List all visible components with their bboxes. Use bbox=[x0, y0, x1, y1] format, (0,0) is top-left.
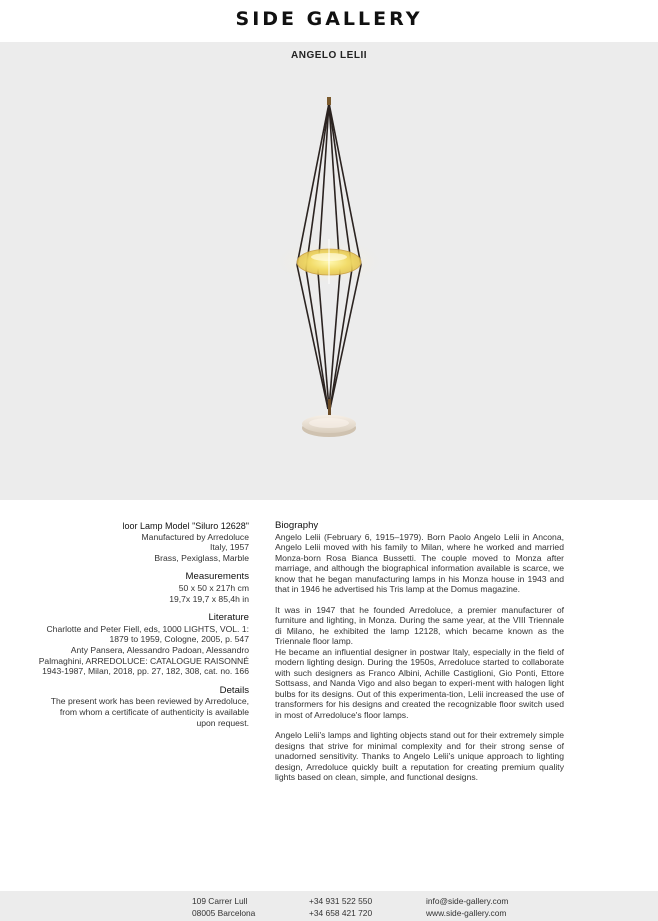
origin: Italy, 1957 bbox=[209, 542, 249, 553]
literature-line: Anty Pansera, Alessandro Padoan, Alessandro bbox=[70, 644, 249, 655]
phone-primary[interactable]: +34 931 522 550 bbox=[309, 896, 373, 906]
footer-phones bbox=[309, 896, 372, 919]
address-city: 08005 Barcelona bbox=[192, 907, 256, 918]
literature-line: Charlotte and Peter Fiell, eds, 1000 LIGHTS, VOL. 1: bbox=[46, 623, 249, 634]
gallery-brand-title: SIDE GALLERY bbox=[235, 8, 423, 30]
biography-paragraph: Angelo Lelii (February 6, 1915–1979). Born Paolo Angelo Lelii in Ancona, Angelo Lelii moved with his family to Milan, where he worked and married Monza-born Rosa Bianca Bussetti. The couple moved to Monza after marriage, and although the biographical information available is scarce, we know that he began manufacturing lamps in his Monza house in 1943 and that in 1946 he advertised his Tris lamp at the Domus magazine. bbox=[275, 531, 564, 594]
contact-footer bbox=[0, 891, 658, 921]
address-street: 109 Carrer Lull bbox=[192, 896, 248, 906]
literature-section bbox=[20, 613, 249, 677]
floor-lamp-image bbox=[0, 69, 658, 500]
literature-line: 1943-1987, Milan, 2018, pp. 27, 182, 308, cat. no. 166 bbox=[42, 666, 249, 677]
measurements-heading: Measurements bbox=[185, 571, 249, 583]
details-line: from whom a certificate of authenticity is available bbox=[59, 706, 249, 717]
biography-heading: Biography bbox=[275, 520, 319, 531]
paragraph-spacer bbox=[275, 595, 564, 605]
website-link[interactable]: www.side-gallery.com bbox=[426, 907, 507, 918]
footer-address bbox=[192, 896, 255, 919]
details-section bbox=[20, 686, 249, 728]
footer-online bbox=[426, 896, 508, 919]
manufacturer: Manufactured by Arredoluce bbox=[141, 531, 249, 542]
piece-title: loor Lamp Model "Siluro 12628" bbox=[122, 521, 249, 531]
biography-paragraph: Angelo Lelii's lamps and lighting objects stand out for their extremely simple designs that strive for minimal complexity and for their strong sense of unadorned sensitivity. Thanks to Angelo Lelii's unique approach to lighting design, Arredoluce quickly built a reputation for creating premium quality lights based on clean, simple, and functional designs. bbox=[275, 730, 564, 782]
literature-line: Palmaghini, ARREDOLUCE: CATALOGUE RAISONNÉ bbox=[38, 655, 249, 666]
details-heading: Details bbox=[219, 684, 249, 696]
phone-secondary[interactable]: +34 658 421 720 bbox=[309, 907, 373, 918]
piece-info bbox=[20, 521, 249, 563]
materials: Brass, Pexiglass, Marble bbox=[154, 552, 249, 563]
artist-name-bar bbox=[0, 42, 658, 69]
floor-lamp-illustration bbox=[0, 69, 658, 500]
measurement-metric: 50 x 50 x 217h cm bbox=[178, 582, 249, 593]
paragraph-spacer bbox=[275, 720, 564, 730]
measurement-imperial: 19,7x 19,7 x 85,4h in bbox=[169, 593, 249, 604]
artist-name: ANGELO LELII bbox=[291, 50, 367, 61]
measurements-section bbox=[20, 572, 249, 604]
literature-heading: Literature bbox=[208, 612, 249, 624]
details-line: upon request. bbox=[196, 717, 249, 728]
biography-paragraph: He became an influential designer in postwar Italy, especially in the field of modern lighting design. During the 1950s, Arredoluce started to collaborate with such designers as Franco Albini, Achille Castiglioni, Gio Ponti, Ettore Sottsass, and Nanda Vigo and also began to experi-ment with halogen light bulbs for its designs. Out of this experimenta-tion, Lelii increased the use of transformers for his designs and created the recognizable floor switch used in most of Arredoluce's floor lamps. bbox=[275, 646, 564, 720]
literature-line: 1879 to 1959, Cologne, 2005, p. 547 bbox=[109, 634, 249, 645]
piece-details-column bbox=[20, 521, 249, 737]
email-link[interactable]: info@side-gallery.com bbox=[426, 896, 509, 906]
biography-paragraph: It was in 1947 that he founded Arredoluce, a premier manufacturer of furniture and lighting, in Monza. During the same year, at the VIII Triennale di Milano, he exhibited the lamp 12128, which became known as the Triennale floor lamp. bbox=[275, 604, 564, 646]
details-line: The present work has been reviewed by Arredoluce, bbox=[50, 696, 249, 707]
biography-column bbox=[275, 521, 564, 783]
